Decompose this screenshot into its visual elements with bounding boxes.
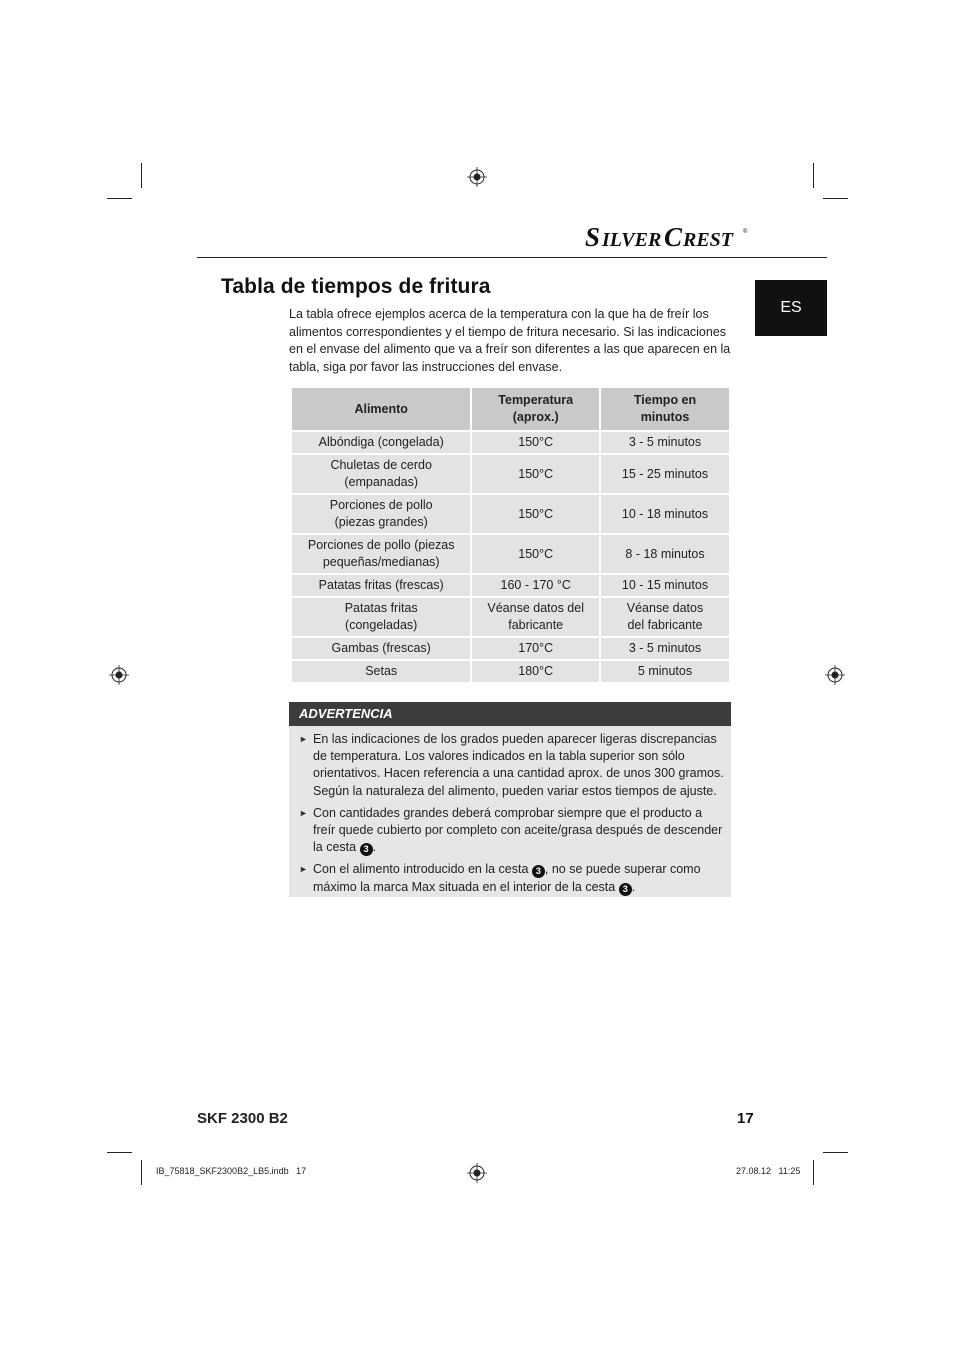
cell-time: [600, 597, 730, 637]
cell-time: 3 - 5 minutos: [600, 431, 730, 454]
crop-mark: [823, 198, 848, 199]
intro-paragraph: La tabla ofrece ejemplos acerca de la temperatura con la que ha de freír los alimentos correspondientes y el tiempo de fritura necesario. Si las indicaciones en el envase del alimento que va a freír son diferentes a las que aparecen en la tabla, siga por favor las instrucciones del envase.: [289, 307, 731, 374]
cell-temperature: [471, 597, 600, 637]
svg-text:®: ®: [743, 229, 748, 235]
warning-item-text: En las indicaciones de los grados pueden aparecer ligeras discrepancias de temperatura. Los valores indicados en la tabla superior son sólo orientativos. Hacen referencia a una cantidad aprox. de unos 300 gramos. Según la naturaleza del alimento, pueden variar estos tiempos de ajuste.: [313, 732, 724, 798]
cell-temperature: 160 - 170 °C: [471, 574, 600, 597]
svg-text:S: S: [585, 222, 601, 252]
cell-food: [291, 534, 471, 574]
crop-mark: [107, 198, 132, 199]
table-row: [291, 660, 730, 683]
cell-food: Patatas fritas (frescas): [291, 574, 471, 597]
table-header-row: [291, 387, 730, 431]
print-slug-date: 27.08.12 11:25: [736, 1166, 801, 1176]
header-temperature-label: Temperatura (aprox.): [498, 393, 574, 424]
registration-mark-icon: [109, 665, 129, 685]
basket-reference-icon: 3: [619, 883, 632, 896]
table-row: [291, 494, 730, 534]
table-row: [291, 431, 730, 454]
warning-item-text: Con el alimento introducido en la cesta: [313, 862, 529, 877]
registration-mark-icon: [825, 665, 845, 685]
warning-item: [299, 861, 725, 895]
warning-heading: ADVERTENCIA: [289, 702, 731, 726]
cell-food: Setas: [291, 660, 471, 683]
model-number: SKF 2300 B2: [197, 1110, 288, 1127]
cell-food: Albóndiga (congelada): [291, 431, 471, 454]
registration-mark-icon: [467, 1163, 487, 1183]
warning-box: [289, 702, 731, 897]
cell-temperature: 150°C: [471, 454, 600, 494]
warning-item-text: , no se puede superar como máximo la marca Max situada en el interior de la cesta: [313, 862, 701, 894]
warning-item: [299, 731, 725, 800]
cell-time: 15 - 25 minutos: [600, 454, 730, 494]
table-row: [291, 597, 730, 637]
cell-food: Gambas (frescas): [291, 637, 471, 660]
cell-food-text: Chuletas de cerdo (empanadas): [330, 458, 432, 489]
column-header-temperature: [471, 387, 600, 431]
basket-reference-icon: 3: [532, 865, 545, 878]
silvercrest-logo: [585, 219, 757, 255]
triangle-bullet-icon: ►: [299, 734, 308, 744]
cell-time: 5 minutos: [600, 660, 730, 683]
crop-mark: [823, 1152, 848, 1153]
header-rule: [197, 257, 827, 258]
cell-temperature: 180°C: [471, 660, 600, 683]
warning-item: [299, 805, 725, 857]
column-header-time: [600, 387, 730, 431]
crop-mark: [107, 1152, 132, 1153]
crop-mark: [813, 163, 814, 188]
frying-times-table: [290, 386, 731, 684]
registration-mark-icon: [467, 167, 487, 187]
table-row: [291, 637, 730, 660]
svg-text:REST: REST: [683, 229, 734, 251]
crop-mark: [141, 1160, 142, 1185]
cell-time: 10 - 18 minutos: [600, 494, 730, 534]
table-row: [291, 534, 730, 574]
cell-food-text: Porciones de pollo (piezas pequeñas/medianas): [307, 538, 455, 569]
column-header-food: Alimento: [291, 387, 471, 431]
language-tab: ES: [755, 280, 827, 336]
cell-food: [291, 454, 471, 494]
page-number: 17: [737, 1110, 754, 1127]
table-row: [291, 574, 730, 597]
warning-list: [289, 726, 731, 896]
triangle-bullet-icon: ►: [299, 807, 308, 818]
cell-time: 10 - 15 minutos: [600, 574, 730, 597]
basket-reference-icon: 3: [360, 843, 373, 856]
cell-time-text: Véanse datos del fabricante: [626, 601, 704, 632]
cell-food-text: Patatas fritas (congeladas): [344, 601, 418, 632]
triangle-bullet-icon: ►: [299, 864, 308, 875]
cell-temperature-text: Véanse datos del fabricante: [487, 601, 584, 632]
warning-item-end: .: [631, 879, 636, 894]
cell-temperature: 150°C: [471, 534, 600, 574]
crop-mark: [813, 1160, 814, 1185]
cell-time: 3 - 5 minutos: [600, 637, 730, 660]
page-title: Tabla de tiempos de fritura: [221, 275, 491, 298]
cell-time: 8 - 18 minutos: [600, 534, 730, 574]
cell-temperature: 150°C: [471, 494, 600, 534]
cell-food-text: Porciones de pollo (piezas grandes): [329, 498, 433, 529]
warning-item-text: Con cantidades grandes deberá comprobar siempre que el producto a freír quede cubierto por completo con aceite/grasa después de descender la cesta: [313, 805, 723, 855]
warning-item-end: .: [372, 840, 377, 855]
cell-food: [291, 494, 471, 534]
svg-text:C: C: [664, 222, 683, 252]
cell-food: [291, 597, 471, 637]
cell-temperature: 170°C: [471, 637, 600, 660]
svg-text:ILVER: ILVER: [602, 229, 662, 251]
print-slug-file: IB_75818_SKF2300B2_LB5.indb 17: [156, 1166, 307, 1176]
cell-temperature: 150°C: [471, 431, 600, 454]
table-row: [291, 454, 730, 494]
crop-mark: [141, 163, 142, 188]
header-time-label: Tiempo en minutos: [633, 393, 697, 424]
